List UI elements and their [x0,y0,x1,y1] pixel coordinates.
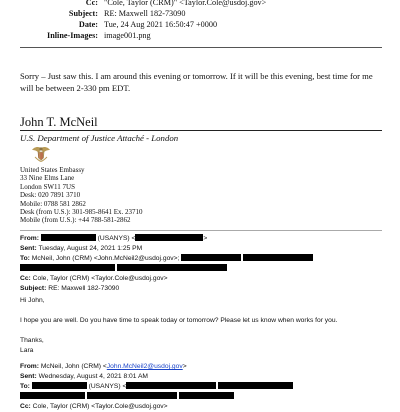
msg1-subject-label: Subject: [20,285,47,292]
msg1-subject-value: RE: Maxwell 182-73090 [48,285,120,292]
msg1-sent-row [20,244,382,254]
redaction-block [135,234,203,241]
msg2-from-value: McNeil, John (CRM) < [40,363,107,370]
doj-seal-icon [31,145,51,163]
header-divider [20,47,382,48]
msg1-sent-label: Sent: [20,245,37,252]
reply-body: Sorry – Just saw this. I am around this evening or tomorrow. If it will be this evening, best time for me will be between 2-330 pm EDT. [20,71,373,93]
redaction-block [218,382,293,389]
header-cc-label: Cc: [85,0,98,7]
msg1-closing: Thanks, [20,337,44,344]
redaction-block [117,264,227,271]
msg1-subject-row [20,284,382,294]
msg1-from-row [20,234,382,244]
msg1-from-end: > [203,235,208,242]
msg2-from-row [20,362,382,372]
msg2-cc-value: Cole, Taylor (CRM) <Taylor.Cole@usdoj.gov> [32,403,168,410]
redaction-block [32,382,87,389]
redaction-block [20,392,85,399]
header-inline-images-value: image001.png [104,31,151,40]
address-line: Mobile: 0788 581 2862 [20,199,86,208]
header-cc-row [0,0,400,8]
message-1-header [20,234,382,294]
msg2-cc-label: Cc: [20,403,31,410]
address-line: 33 Nine Elms Lane [20,174,75,183]
header-date-value: Tue, 24 Aug 2021 16:50:47 +0000 [104,20,218,29]
msg2-sent-value: Wednesday, August 4, 2021 8:01 AM [38,373,149,380]
redaction-block [126,382,216,389]
redaction-block [179,392,234,399]
msg1-to-label: To: [20,255,30,262]
redaction-block [87,392,177,399]
header-date-row [0,19,400,30]
msg2-sent-row [20,372,382,382]
signature-title: U.S. Department of Justice Attaché - London [20,133,179,143]
msg2-from-email-link[interactable]: John.McNeil2@usdoj.gov [106,363,183,370]
address-line: Mobile (from U.S.): +44 788-581-2862 [20,216,131,225]
msg1-body: I hope you are well. Do you have time to speak today or tomorrow? Please let us know when works for you. [20,317,338,324]
msg2-sent-label: Sent: [20,373,37,380]
msg1-to-row [20,254,382,264]
header-date-label: Date: [78,20,98,29]
redaction-block [41,234,96,241]
header-inline-images-row [0,30,400,41]
header-subject-value: RE: Maxwell 182-73090 [104,9,186,18]
signature-name: John T. McNeil [20,115,98,129]
message-2-header [20,362,382,412]
msg1-from-value: (USANYS) < [97,235,136,242]
address-line: Desk (from U.S.): 301-985-8641 Ex. 23710 [20,208,143,217]
msg1-cc-value: Cole, Taylor (CRM) <Taylor.Cole@usdoj.gov> [32,275,168,282]
msg2-to-row [20,382,382,392]
header-inline-images-label: Inline-Images: [47,31,98,40]
msg1-from-label: From: [20,235,39,242]
msg1-sender: Lara [20,347,34,354]
msg1-cc-row [20,274,382,284]
msg1-greeting: Hi John, [20,297,45,304]
msg1-to-value: McNeil, John (CRM) <John.McNeil2@usdoj.gov>; [31,255,180,262]
signature-rule [20,130,382,131]
msg2-to-label: To: [20,383,30,390]
message-divider [20,230,382,231]
address-line: London SW11 7US [20,182,75,191]
msg1-to-row-2 [20,264,382,274]
signature-address [20,166,220,225]
msg2-cc-row [20,402,382,412]
header-subject-label: Subject: [68,9,98,18]
redaction-block [20,264,115,271]
redaction-block [243,254,313,261]
address-line: United States Embassy [20,166,85,174]
header-cc-value: "Cole, Taylor (CRM)" <Taylor.Cole@usdoj.gov> [104,0,267,7]
msg1-cc-label: Cc: [20,275,31,282]
msg1-sent-value: Tuesday, August 24, 2021 1:25 PM [38,245,143,252]
msg2-from-label: From: [20,363,39,370]
header-subject-row [0,8,400,19]
msg2-from-end: > [182,363,187,370]
msg2-to-row-2 [20,392,382,402]
msg2-to-value: (USANYS) < [88,383,127,390]
redaction-block [181,254,241,261]
address-line: Desk: 020 7891 3710 [20,191,81,200]
